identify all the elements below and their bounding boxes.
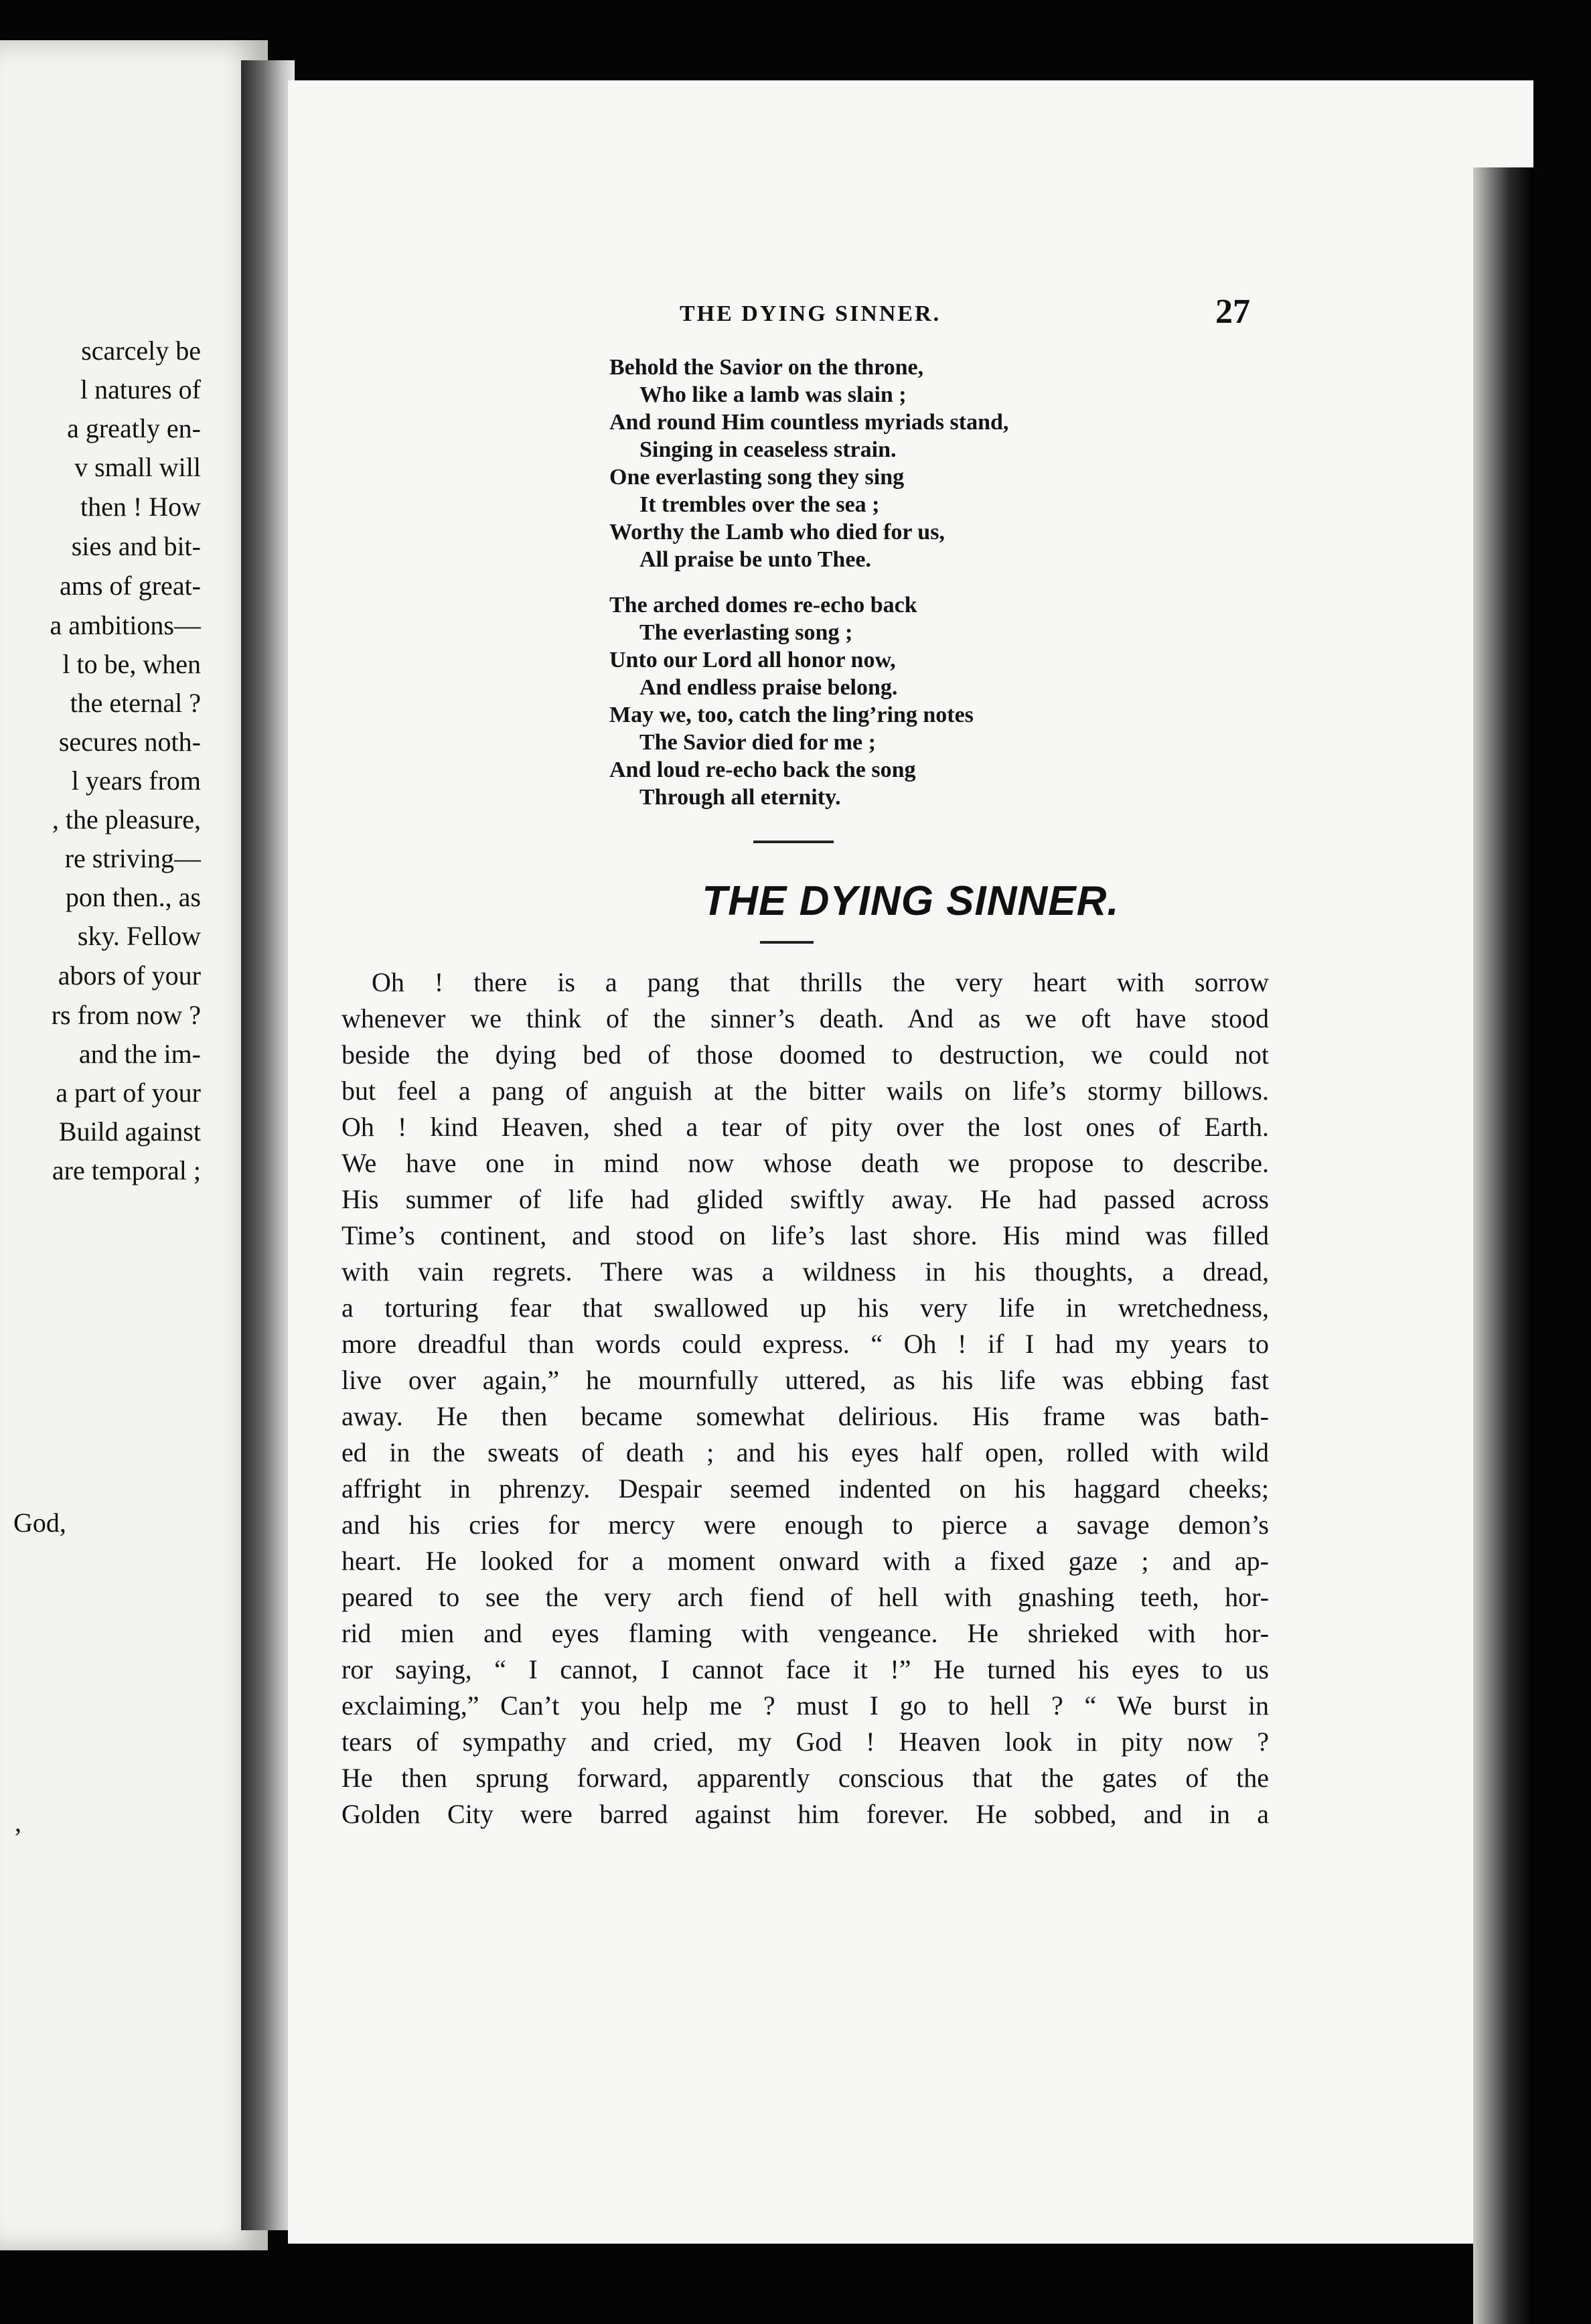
left-page-line: l years from: [71, 766, 201, 796]
poem-line: Unto our Lord all honor now,: [609, 648, 896, 672]
left-page: [0, 40, 268, 2250]
poem-line: It trembles over the sea ;: [639, 492, 880, 517]
left-page-line: , the pleasure,: [52, 804, 201, 834]
poem-line: The everlasting song ;: [639, 620, 853, 645]
body-line: whenever we think of the sinner’s death. And as we oft have stood: [342, 1003, 1269, 1033]
body-line: heart. He looked for a moment onward with a fixed gaze ; and ap-: [342, 1546, 1269, 1576]
body-line: Time’s continent, and stood on life’s last shore. His mind was filled: [342, 1220, 1269, 1250]
left-page-line: ’: [13, 1822, 23, 1853]
left-page-line: v small will: [74, 452, 201, 482]
left-page-line: l to be, when: [62, 649, 201, 679]
article-title: THE DYING SINNER.: [702, 878, 1120, 924]
left-page-line: abors of your: [58, 960, 201, 991]
left-page-line: and the im-: [78, 1039, 201, 1069]
body-line: affright in phrenzy. Despair seemed indented on his haggard cheeks;: [342, 1473, 1269, 1504]
poem-line: And endless praise belong.: [639, 675, 898, 700]
separator-rule: [753, 841, 834, 843]
body-line: but feel a pang of anguish at the bitter wails on life’s stormy billows.: [342, 1076, 1269, 1106]
body-line: Oh ! kind Heaven, shed a tear of pity over the lost ones of Earth.: [342, 1112, 1269, 1142]
left-page-line: then ! How: [80, 492, 201, 522]
poem-line: And loud re-echo back the song: [609, 757, 916, 782]
book-gutter: [241, 60, 295, 2230]
body-line: exclaiming,” Can’t you help me ? must I go to hell ? “ We burst in: [342, 1690, 1269, 1721]
body-line: away. He then became somewhat delirious. His frame was bath-: [342, 1401, 1269, 1431]
left-page-line: re striving—: [64, 843, 201, 873]
left-page-line: a part of your: [56, 1078, 201, 1108]
body-line: tears of sympathy and cried, my God ! Heaven look in pity now ?: [342, 1727, 1269, 1757]
left-page-line: sies and bit-: [71, 531, 201, 561]
poem-line: One everlasting song they sing: [609, 465, 905, 490]
poem-line: The Savior died for me ;: [639, 730, 876, 755]
body-line: Oh ! there is a pang that thrills the very heart with sorrow: [372, 967, 1269, 997]
body-line: He then sprung forward, apparently conscious that the gates of the: [342, 1763, 1269, 1793]
body-line: ed in the sweats of death ; and his eyes half open, rolled with wild: [342, 1437, 1269, 1467]
body-line: beside the dying bed of those doomed to destruction, we could not: [342, 1039, 1269, 1070]
page-number: 27: [1215, 293, 1250, 331]
poem-line: Behold the Savior on the throne,: [609, 355, 924, 380]
left-page-line: l natures of: [80, 374, 201, 405]
body-line: a torturing fear that swallowed up his very life in wretchedness,: [342, 1293, 1269, 1323]
body-line: and his cries for mercy were enough to pierce a savage demon’s: [342, 1510, 1269, 1540]
body-line: Golden City were barred against him forever. He sobbed, and in a: [342, 1799, 1269, 1829]
poem-line: May we, too, catch the ling’ring notes: [609, 703, 974, 727]
poem-line: Worthy the Lamb who died for us,: [609, 520, 945, 544]
page-edge-shadow: [1473, 167, 1533, 2324]
left-page-line: secures noth-: [58, 727, 201, 757]
right-page: [288, 80, 1533, 2244]
body-line: live over again,” he mournfully uttered, as his life was ebbing fast: [342, 1365, 1269, 1395]
left-page-line: are temporal ;: [52, 1155, 201, 1185]
body-line: His summer of life had glided swiftly away. He had passed across: [342, 1184, 1269, 1214]
body-line: peared to see the very arch fiend of hell with gnashing teeth, hor-: [342, 1582, 1269, 1612]
poem-line: Singing in ceaseless strain.: [639, 437, 897, 462]
left-page-line: rs from now ?: [51, 1000, 201, 1030]
body-line: We have one in mind now whose death we propose to describe.: [342, 1148, 1269, 1178]
body-line: with vain regrets. There was a wildness in his thoughts, a dread,: [342, 1256, 1269, 1287]
running-head: THE DYING SINNER.: [680, 301, 941, 326]
poem-line: All praise be unto Thee.: [639, 547, 872, 572]
body-line: rid mien and eyes flaming with vengeance. He shrieked with hor-: [342, 1618, 1269, 1648]
body-line: ror saying, “ I cannot, I cannot face it !” He turned his eyes to us: [342, 1654, 1269, 1684]
body-line: more dreadful than words could express. “ Oh ! if I had my years to: [342, 1329, 1269, 1359]
page-header: [288, 293, 1533, 342]
left-page-line: pon then., as: [65, 882, 201, 912]
poem-line: And round Him countless myriads stand,: [609, 410, 1009, 435]
poem-line: The arched domes re-echo back: [609, 593, 917, 618]
left-page-line: God,: [13, 1508, 66, 1538]
left-page-line: ams of great-: [59, 571, 201, 601]
left-page-line: a ambitions—: [50, 610, 201, 640]
poem-line: Through all eternity.: [639, 785, 841, 810]
left-page-line: a greatly en-: [67, 413, 201, 443]
separator-rule: [760, 941, 814, 944]
left-page-line: the eternal ?: [70, 688, 201, 718]
left-page-line: Build against: [58, 1116, 201, 1147]
left-page-line: sky. Fellow: [77, 921, 201, 951]
left-page-line: scarcely be: [81, 336, 201, 366]
poem-line: Who like a lamb was slain ;: [639, 382, 907, 407]
